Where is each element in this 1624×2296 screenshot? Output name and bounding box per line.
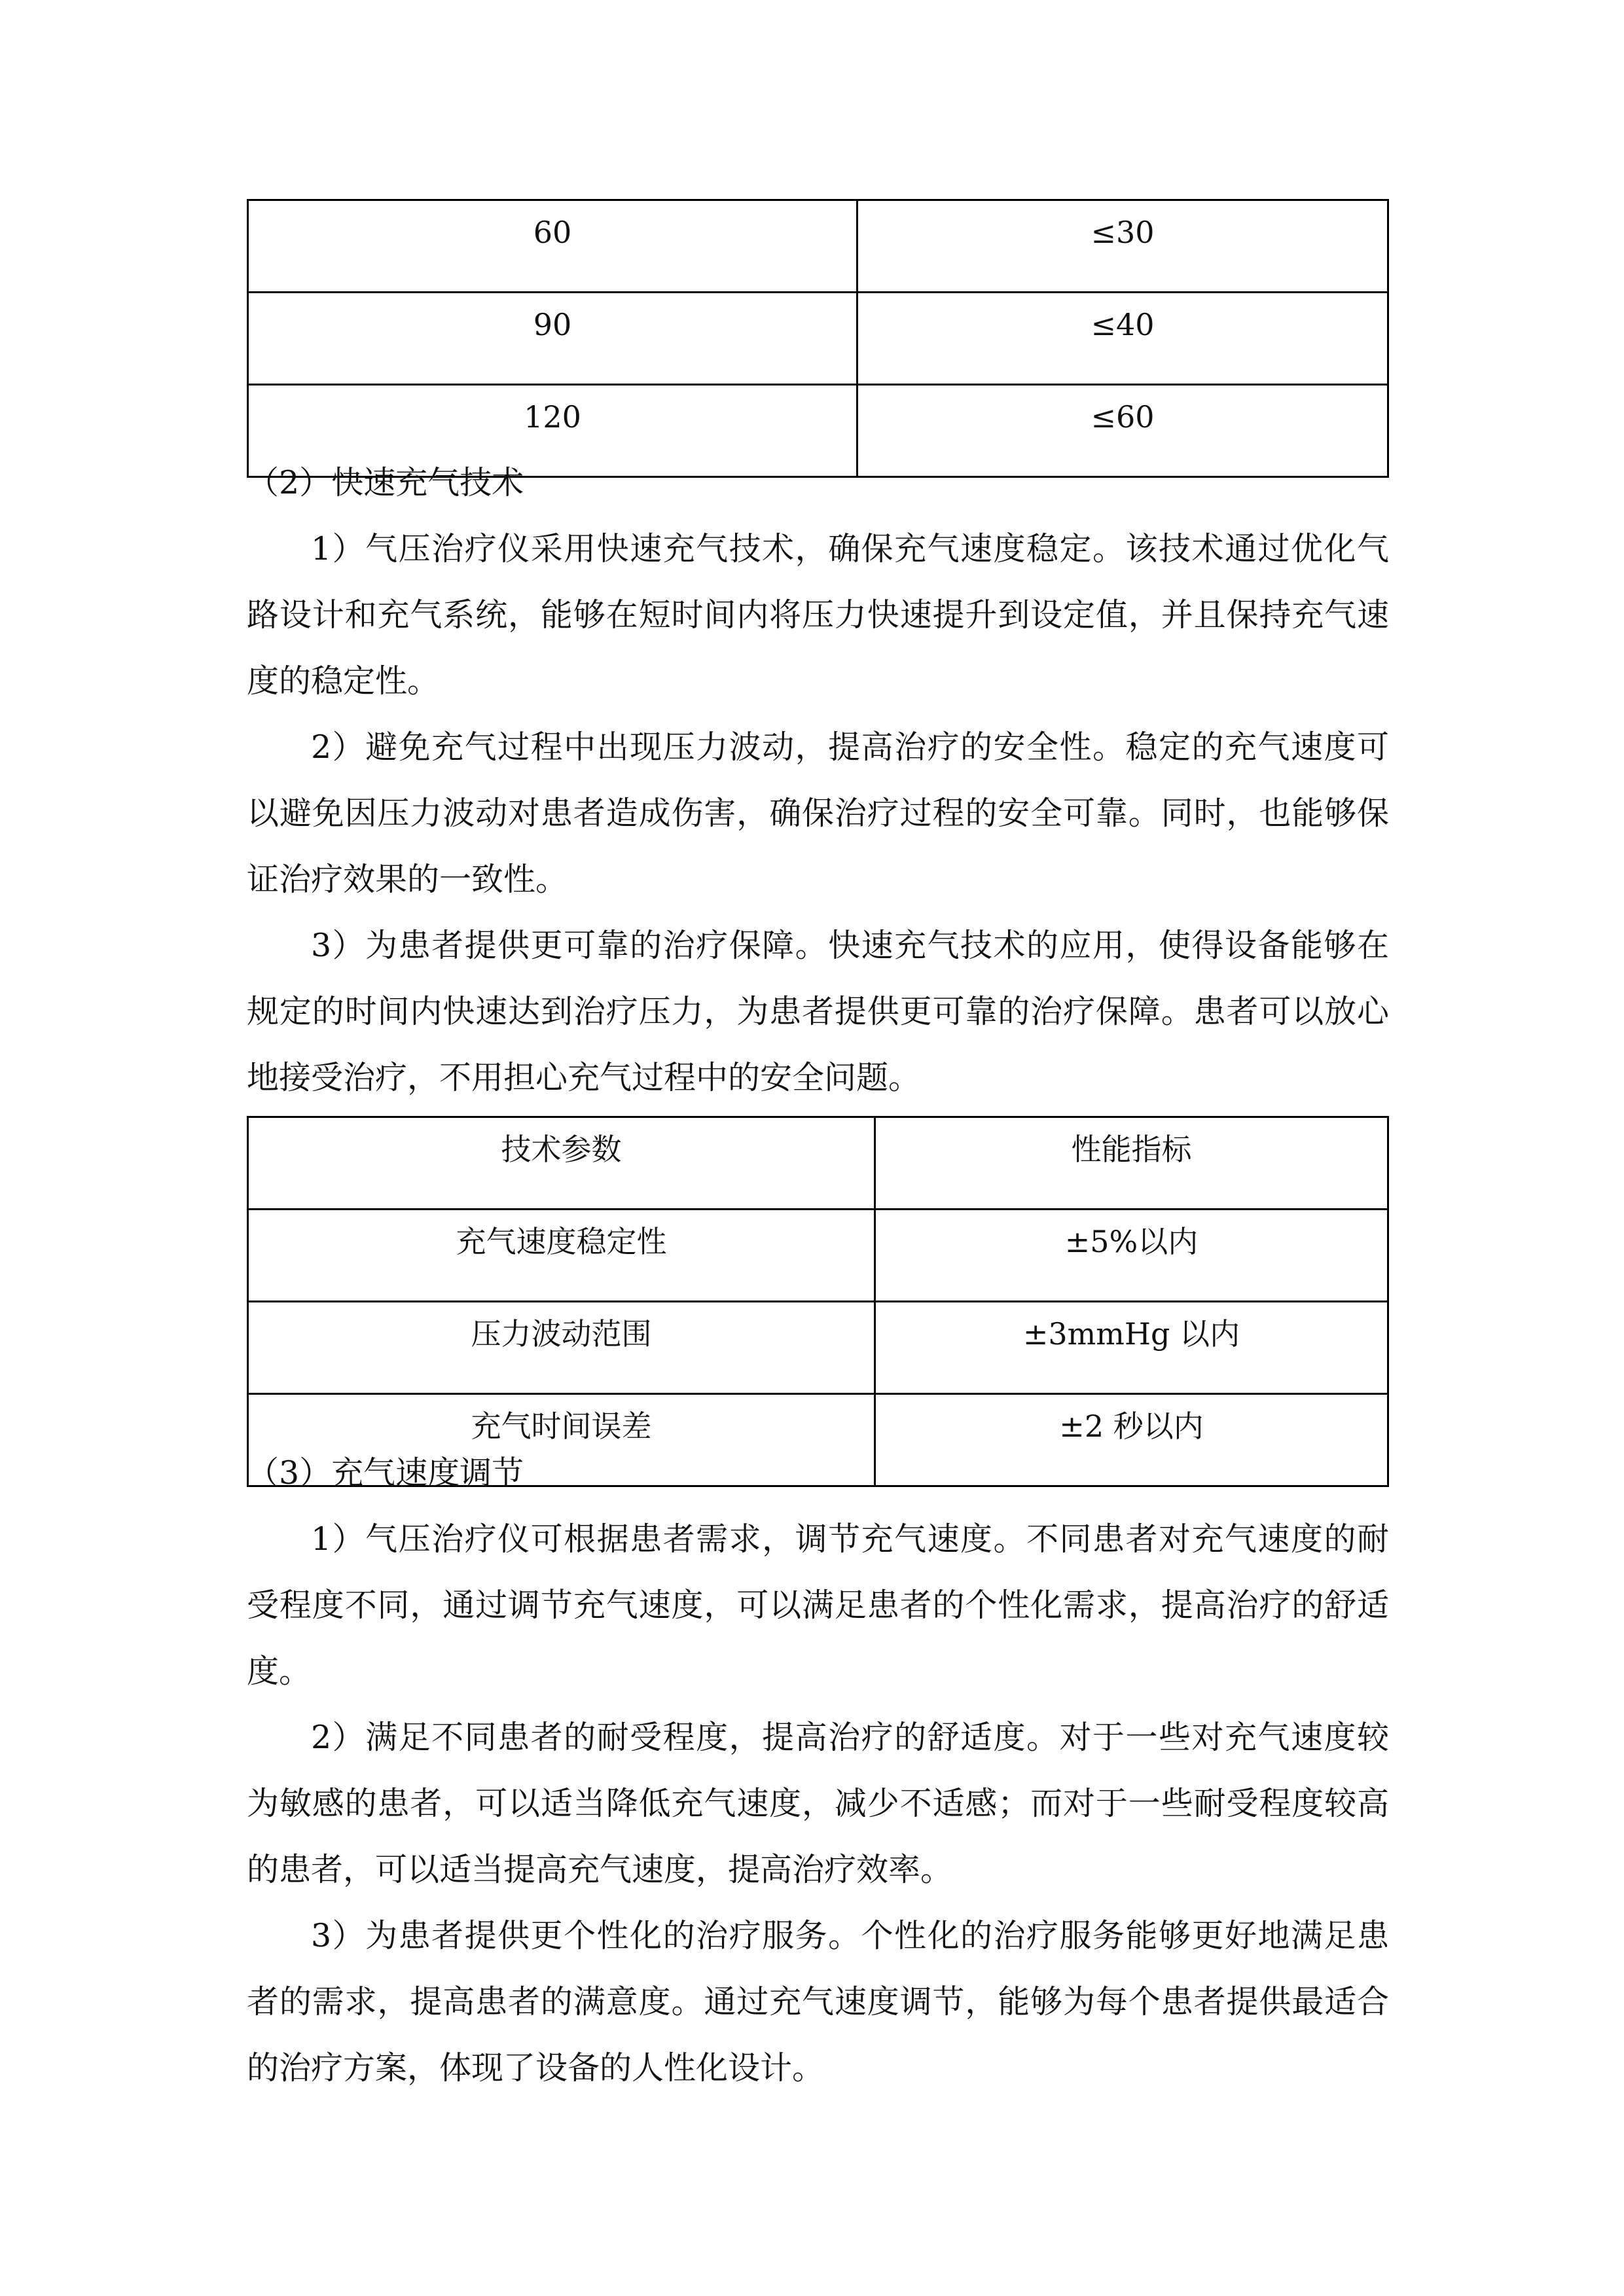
pressure-time-table xyxy=(247,199,1389,478)
section-heading: （2）快速充气技术 xyxy=(247,464,524,501)
table-header: 性能指标 xyxy=(875,1117,1388,1210)
table-row xyxy=(248,1302,1388,1394)
table-cell: ≤30 xyxy=(857,200,1388,293)
table-cell: 90 xyxy=(248,293,857,385)
table-cell: 充气时间误差 xyxy=(248,1394,875,1486)
table-cell: ±2 秒以内 xyxy=(875,1394,1388,1486)
paragraph: 2）满足不同患者的耐受程度，提高治疗的舒适度。对于一些对充气速度较为敏感的患者，可以适当降低充气速度，减少不适感；而对于一些耐受程度较高的患者，可以适当提高充气速度，提高治疗效率。 xyxy=(247,1719,1389,1888)
paragraph: 2）避免充气过程中出现压力波动，提高治疗的安全性。稳定的充气速度可以避免因压力波动对患者造成伤害，确保治疗过程的安全可靠。同时，也能够保证治疗效果的一致性。 xyxy=(247,728,1389,898)
table-cell: ≤60 xyxy=(857,385,1388,477)
table-cell: ≤40 xyxy=(857,293,1388,385)
table-header-row xyxy=(248,1117,1388,1210)
section-fast-inflation xyxy=(247,450,1389,1111)
table-cell: 60 xyxy=(248,200,857,293)
tech-params-table xyxy=(247,1116,1389,1487)
section-heading: （3）充气速度调节 xyxy=(247,1454,524,1492)
section-speed-adjustment xyxy=(247,1440,1389,2101)
paragraph: 3）为患者提供更个性化的治疗服务。个性化的治疗服务能够更好地满足患者的需求，提高患者的满意度。通过充气速度调节，能够为每个患者提供最适合的治疗方案，体现了设备的人性化设计。 xyxy=(247,1917,1389,2087)
table-row xyxy=(248,1210,1388,1302)
table-row xyxy=(248,200,1388,293)
table-cell: 120 xyxy=(248,385,857,477)
table-row xyxy=(248,293,1388,385)
paragraph: 1）气压治疗仪可根据患者需求，调节充气速度。不同患者对充气速度的耐受程度不同，通过调节充气速度，可以满足患者的个性化需求，提高治疗的舒适度。 xyxy=(247,1520,1389,1690)
table-cell: 压力波动范围 xyxy=(248,1302,875,1394)
paragraph: 1）气压治疗仪采用快速充气技术，确保充气速度稳定。该技术通过优化气路设计和充气系统，能够在短时间内将压力快速提升到设定值，并且保持充气速度的稳定性。 xyxy=(247,530,1389,700)
table-cell: 充气速度稳定性 xyxy=(248,1210,875,1302)
table-header: 技术参数 xyxy=(248,1117,875,1210)
table-cell: ±3mmHg 以内 xyxy=(875,1302,1388,1394)
paragraph: 3）为患者提供更可靠的治疗保障。快速充气技术的应用，使得设备能够在规定的时间内快速达到治疗压力，为患者提供更可靠的治疗保障。患者可以放心地接受治疗，不用担心充气过程中的安全问题。 xyxy=(247,927,1389,1096)
table-cell: ±5%以内 xyxy=(875,1210,1388,1302)
